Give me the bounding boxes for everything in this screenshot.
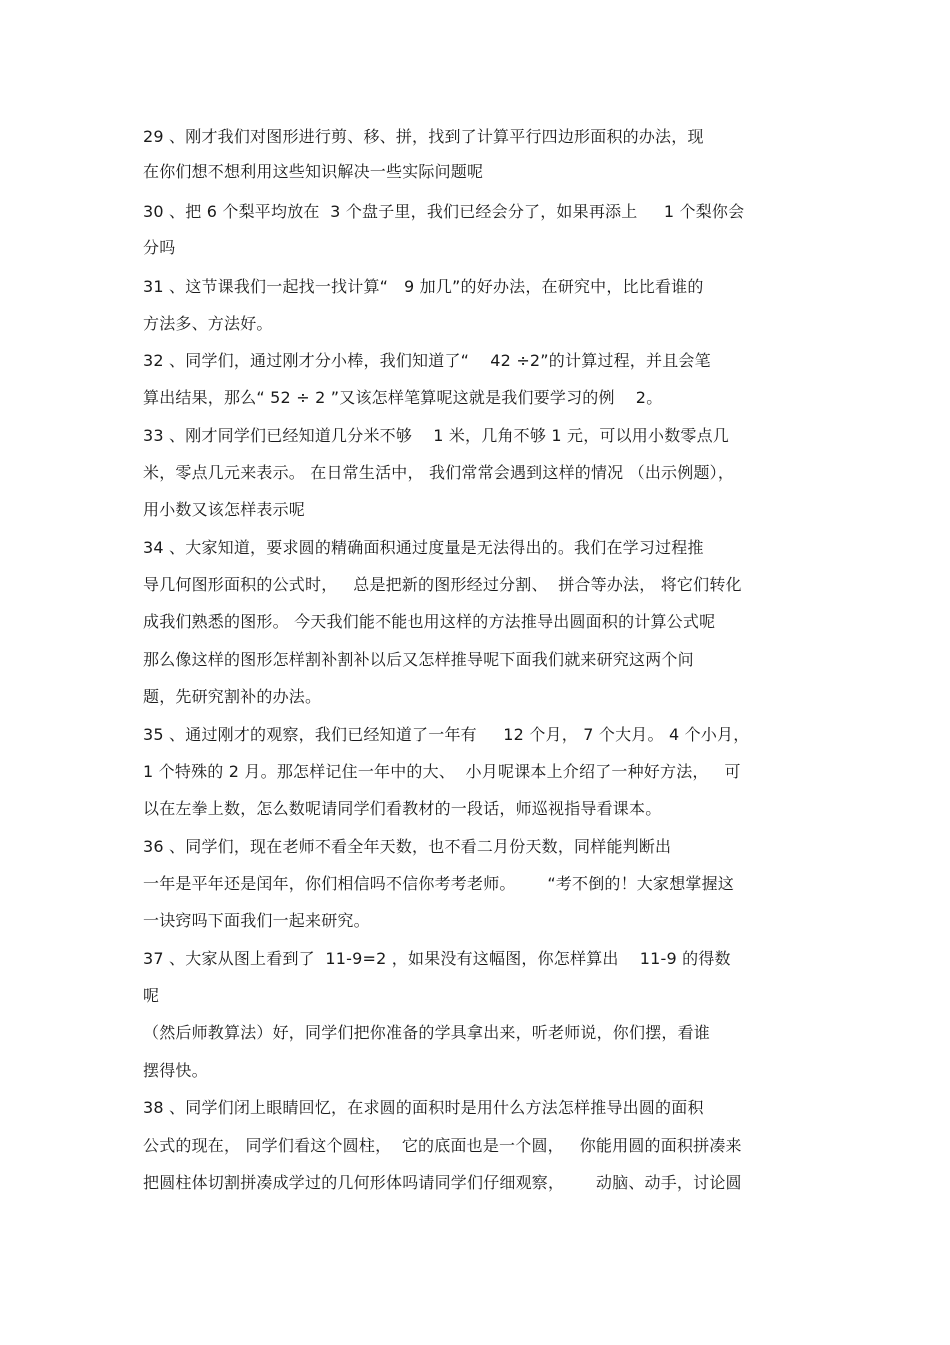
paragraph-33-line-2: 米，零点几元来表示。 在日常生活中， 我们常常会遇到这样的情况 （出示例题）， — [143, 463, 735, 482]
paragraph-37-line-4: 摆得快。 — [143, 1061, 208, 1080]
paragraph-30-line-1: 30 、把 6 个梨平均放在 3 个盘子里，我们已经会分了，如果再添上 1 个梨你会 — [143, 202, 745, 221]
paragraph-35-line-2: 1 个特殊的 2 月。那怎样记住一年中的大、 小月呢课本上介绍了一种好方法， 可 — [143, 762, 741, 781]
paragraph-31-line-1: 31 、这节课我们一起找一找计算“ 9 加几”的好办法，在研究中，比比看谁的 — [143, 277, 704, 296]
paragraph-29-line-1: 29 、刚才我们对图形进行剪、移、拼，找到了计算平行四边形面积的办法，现 — [143, 127, 704, 146]
paragraph-31-line-2: 方法多、方法好。 — [143, 314, 273, 333]
paragraph-38-line-3: 把圆柱体切割拼凑成学过的几何形体吗请同学们仔细观察， 动脑、动手，讨论圆 — [143, 1173, 742, 1192]
paragraph-35-line-3: 以在左拳上数，怎么数呢请同学们看教材的一段话，师巡视指导看课本。 — [143, 799, 662, 818]
paragraph-34-line-3: 成我们熟悉的图形。 今天我们能不能也用这样的方法推导出圆面积的计算公式呢 — [143, 612, 716, 631]
paragraph-34-line-5: 题，先研究割补的办法。 — [143, 687, 322, 706]
paragraph-38-line-2: 公式的现在， 同学们看这个圆柱， 它的底面也是一个圆， 你能用圆的面积拼凑来 — [143, 1136, 742, 1155]
paragraph-33-line-1: 33 、刚才同学们已经知道几分米不够 1 米，几角不够 1 元，可以用小数零点几 — [143, 426, 730, 445]
paragraph-37-line-2: 呢 — [143, 986, 160, 1005]
paragraph-33-line-3: 用小数又该怎样表示呢 — [143, 500, 306, 519]
paragraph-30-line-2: 分吗 — [143, 238, 176, 257]
paragraph-34-line-1: 34 、大家知道，要求圆的精确面积通过度量是无法得出的。我们在学习过程推 — [143, 538, 704, 557]
paragraph-36-line-3: 一诀窍吗下面我们一起来研究。 — [143, 911, 370, 930]
paragraph-35-line-1: 35 、通过刚才的观察，我们已经知道了一年有 12 个月， 7 个大月。 4 个小月， — [143, 725, 750, 744]
paragraph-34-line-2: 导几何图形面积的公式时， 总是把新的图形经过分割、 拼合等办法， 将它们转化 — [143, 575, 742, 594]
paragraph-36-line-1: 36 、同学们，现在老师不看全年天数，也不看二月份天数，同样能判断出 — [143, 837, 672, 856]
paragraph-29-line-2: 在你们想不想利用这些知识解决一些实际问题呢 — [143, 162, 484, 181]
paragraph-36-line-2: 一年是平年还是闰年，你们相信吗不信你考考老师。 “考不倒的！大家想掌握这 — [143, 874, 735, 893]
paragraph-32-line-2: 算出结果，那么“ 52 ÷ 2 ”又该怎样笔算呢这就是我们要学习的例 2。 — [143, 388, 663, 407]
paragraph-37-line-1: 37 、大家从图上看到了 11-9=2 ，如果没有这幅图，你怎样算出 11-9 的得数 — [143, 949, 731, 968]
paragraph-32-line-1: 32 、同学们，通过刚才分小棒，我们知道了“ 42 ÷2”的计算过程，并且会笔 — [143, 351, 711, 370]
paragraph-37-line-3: （然后师教算法）好，同学们把你准备的学具拿出来，听老师说，你们摆，看谁 — [143, 1023, 711, 1042]
paragraph-34-line-4: 那么像这样的图形怎样割补割补以后又怎样推导呢下面我们就来研究这两个问 — [143, 650, 694, 669]
paragraph-38-line-1: 38 、同学们闭上眼睛回忆，在求圆的面积时是用什么方法怎样推导出圆的面积 — [143, 1098, 704, 1117]
